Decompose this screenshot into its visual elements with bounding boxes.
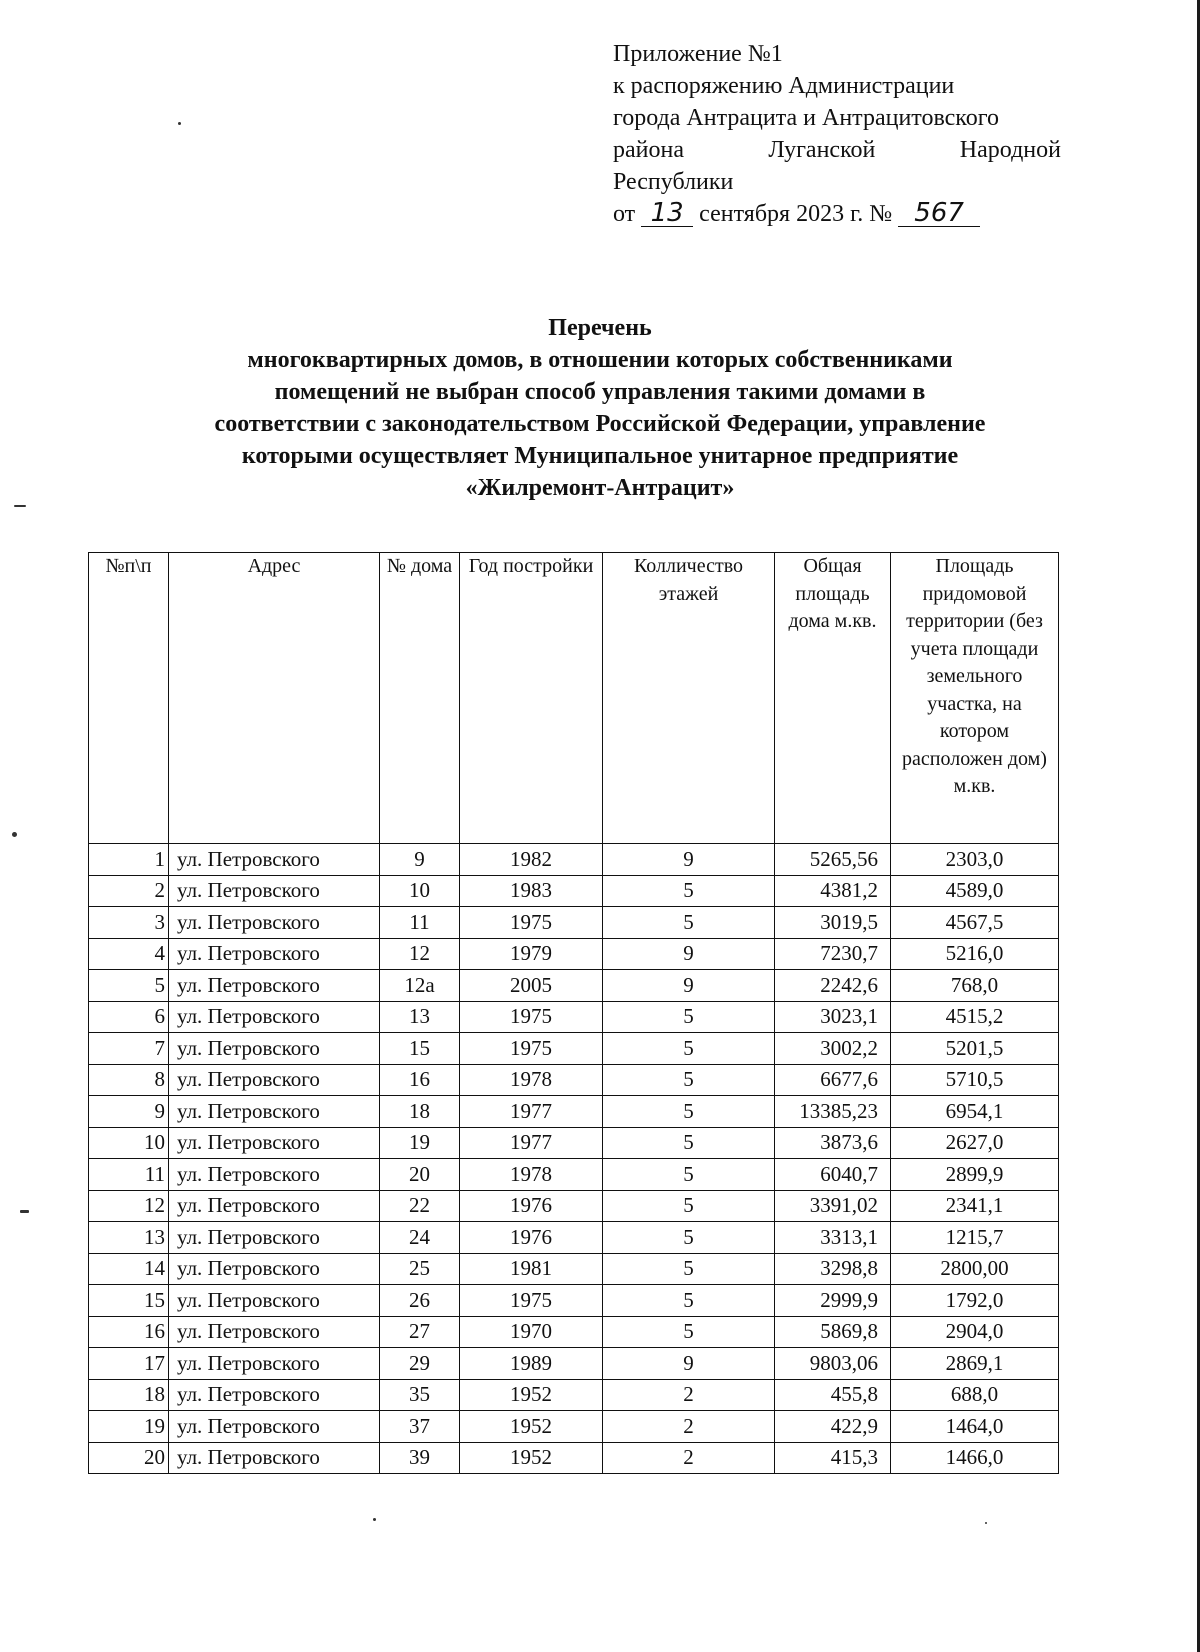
row-adjacent-area: 5201,5 [891,1033,1059,1065]
row-address: ул. Петровского [169,875,380,907]
row-index: 11 [89,1159,169,1191]
row-address: ул. Петровского [169,970,380,1002]
scan-speck [12,832,17,837]
title-line-3: соответствии с законодательством Российской Федерации, управление [214,411,986,437]
row-adjacent-area: 5216,0 [891,938,1059,970]
row-address: ул. Петровского [169,907,380,939]
row-index: 8 [89,1064,169,1096]
row-address: ул. Петровского [169,1222,380,1254]
row-address: ул. Петровского [169,1285,380,1317]
row-index: 9 [89,1096,169,1128]
row-build-year: 2005 [460,970,603,1002]
annex-line-4-part-3: Народной [959,137,1061,163]
row-total-area: 3313,1 [775,1222,891,1254]
document-title [120,312,1080,504]
row-index: 13 [89,1222,169,1254]
handwritten-date-day: 13 [641,200,693,227]
row-adjacent-area: 1464,0 [891,1411,1059,1443]
row-index: 7 [89,1033,169,1065]
row-adjacent-area: 2303,0 [891,844,1059,876]
row-index: 17 [89,1348,169,1380]
row-build-year: 1989 [460,1348,603,1380]
table-row [89,1190,1059,1222]
row-total-area: 3298,8 [775,1253,891,1285]
row-index: 15 [89,1285,169,1317]
table-row [89,1159,1059,1191]
row-index: 2 [89,875,169,907]
annex-line-5: Республики [613,169,734,195]
row-build-year: 1975 [460,1285,603,1317]
row-total-area: 6677,6 [775,1064,891,1096]
row-floors: 5 [603,875,775,907]
row-build-year: 1952 [460,1411,603,1443]
row-index: 6 [89,1001,169,1033]
row-address: ул. Петровского [169,1316,380,1348]
row-address: ул. Петровского [169,1033,380,1065]
table-row [89,1442,1059,1474]
row-floors: 5 [603,1253,775,1285]
scan-speck [20,1210,29,1213]
row-total-area: 7230,7 [775,938,891,970]
row-index: 18 [89,1379,169,1411]
row-floors: 5 [603,1033,775,1065]
row-house-number: 16 [380,1064,460,1096]
row-build-year: 1977 [460,1127,603,1159]
row-adjacent-area: 4589,0 [891,875,1059,907]
table-row [89,1316,1059,1348]
header-floors: Колличество этажей [603,553,775,844]
title-line-5: «Жилремонт-Антрацит» [465,475,735,501]
row-adjacent-area: 4515,2 [891,1001,1059,1033]
row-total-area: 2242,6 [775,970,891,1002]
annex-date-line [613,198,1061,230]
row-house-number: 20 [380,1159,460,1191]
row-total-area: 3002,2 [775,1033,891,1065]
row-total-area: 5869,8 [775,1316,891,1348]
scan-speck [373,1518,376,1521]
header-build-year: Год постройки [460,553,603,844]
table-row [89,1064,1059,1096]
table-row [89,970,1059,1002]
row-total-area: 13385,23 [775,1096,891,1128]
table-row [89,875,1059,907]
row-build-year: 1970 [460,1316,603,1348]
row-house-number: 19 [380,1127,460,1159]
date-prefix: от [613,201,636,227]
row-total-area: 3019,5 [775,907,891,939]
row-index: 1 [89,844,169,876]
title-line-4: которыми осуществляет Муниципальное унитарное предприятие [241,443,959,469]
row-build-year: 1982 [460,844,603,876]
table-row [89,1411,1059,1443]
table-row [89,1001,1059,1033]
row-floors: 5 [603,1190,775,1222]
row-index: 20 [89,1442,169,1474]
header-address: Адрес [169,553,380,844]
row-house-number: 9 [380,844,460,876]
row-adjacent-area: 6954,1 [891,1096,1059,1128]
row-index: 16 [89,1316,169,1348]
row-adjacent-area: 5710,5 [891,1064,1059,1096]
table-row [89,1222,1059,1254]
row-address: ул. Петровского [169,844,380,876]
row-house-number: 22 [380,1190,460,1222]
row-address: ул. Петровского [169,1253,380,1285]
houses-table [88,552,1059,1474]
row-total-area: 3023,1 [775,1001,891,1033]
row-address: ул. Петровского [169,938,380,970]
row-adjacent-area: 4567,5 [891,907,1059,939]
row-address: ул. Петровского [169,1159,380,1191]
row-build-year: 1978 [460,1159,603,1191]
row-adjacent-area: 768,0 [891,970,1059,1002]
row-adjacent-area: 2904,0 [891,1316,1059,1348]
row-floors: 9 [603,1348,775,1380]
row-house-number: 12 [380,938,460,970]
row-house-number: 15 [380,1033,460,1065]
scan-speck [14,505,26,507]
row-adjacent-area: 1215,7 [891,1222,1059,1254]
row-house-number: 27 [380,1316,460,1348]
header-total-area: Общая площадь дома м.кв. [775,553,891,844]
row-floors: 9 [603,844,775,876]
row-total-area: 4381,2 [775,875,891,907]
row-floors: 2 [603,1411,775,1443]
table-row [89,1127,1059,1159]
row-build-year: 1952 [460,1379,603,1411]
title-line-1: многоквартирных домов, в отношении которых собственниками [247,347,953,373]
row-house-number: 12а [380,970,460,1002]
title-heading: Перечень [548,315,652,341]
row-house-number: 24 [380,1222,460,1254]
row-adjacent-area: 688,0 [891,1379,1059,1411]
table-row [89,1033,1059,1065]
row-build-year: 1976 [460,1190,603,1222]
row-house-number: 18 [380,1096,460,1128]
row-floors: 5 [603,1127,775,1159]
row-build-year: 1978 [460,1064,603,1096]
row-address: ул. Петровского [169,1064,380,1096]
row-address: ул. Петровского [169,1190,380,1222]
row-floors: 9 [603,970,775,1002]
row-build-year: 1979 [460,938,603,970]
handwritten-document-number: 567 [898,200,980,227]
date-rest: сентября 2023 г. № [699,201,893,227]
row-house-number: 37 [380,1411,460,1443]
row-build-year: 1983 [460,875,603,907]
row-total-area: 455,8 [775,1379,891,1411]
row-floors: 5 [603,1064,775,1096]
annex-line-1: Приложение №1 [613,41,783,67]
row-adjacent-area: 1792,0 [891,1285,1059,1317]
row-house-number: 13 [380,1001,460,1033]
table-header-row [89,553,1059,844]
row-index: 19 [89,1411,169,1443]
row-adjacent-area: 2341,1 [891,1190,1059,1222]
row-house-number: 26 [380,1285,460,1317]
row-build-year: 1975 [460,1001,603,1033]
table-body [89,844,1059,1474]
row-adjacent-area: 2627,0 [891,1127,1059,1159]
row-build-year: 1981 [460,1253,603,1285]
row-floors: 5 [603,1096,775,1128]
row-floors: 9 [603,938,775,970]
table-row [89,1285,1059,1317]
header-adjacent-area: Площадь придомовой территории (без учета площади земельного участка, на котором расположен дом) м.кв. [891,553,1059,844]
row-build-year: 1975 [460,907,603,939]
header-index: №п\п [89,553,169,844]
row-total-area: 3391,02 [775,1190,891,1222]
row-total-area: 415,3 [775,1442,891,1474]
row-house-number: 39 [380,1442,460,1474]
annex-line-4-part-1: района [613,137,684,163]
row-house-number: 11 [380,907,460,939]
table-row [89,938,1059,970]
row-address: ул. Петровского [169,1001,380,1033]
row-adjacent-area: 2800,00 [891,1253,1059,1285]
table-row [89,907,1059,939]
row-floors: 5 [603,1001,775,1033]
row-address: ул. Петровского [169,1348,380,1380]
row-address: ул. Петровского [169,1379,380,1411]
row-index: 3 [89,907,169,939]
annex-line-4 [613,134,1061,166]
table-row [89,1379,1059,1411]
row-house-number: 10 [380,875,460,907]
row-adjacent-area: 1466,0 [891,1442,1059,1474]
row-index: 5 [89,970,169,1002]
scan-speck [985,1522,987,1524]
row-floors: 5 [603,1159,775,1191]
row-floors: 5 [603,1316,775,1348]
row-floors: 2 [603,1379,775,1411]
row-address: ул. Петровского [169,1096,380,1128]
row-floors: 2 [603,1442,775,1474]
table-row [89,1096,1059,1128]
annex-line-4-part-2: Луганской [768,137,876,163]
row-floors: 5 [603,907,775,939]
row-total-area: 2999,9 [775,1285,891,1317]
row-address: ул. Петровского [169,1442,380,1474]
table-row [89,844,1059,876]
annex-header [613,38,1061,230]
row-total-area: 9803,06 [775,1348,891,1380]
row-address: ул. Петровского [169,1127,380,1159]
row-build-year: 1952 [460,1442,603,1474]
scan-speck [178,122,181,125]
header-house-number: № дома [380,553,460,844]
annex-line-3: города Антрацита и Антрацитовского [613,105,999,131]
row-index: 14 [89,1253,169,1285]
row-index: 12 [89,1190,169,1222]
row-index: 4 [89,938,169,970]
row-address: ул. Петровского [169,1411,380,1443]
row-total-area: 6040,7 [775,1159,891,1191]
row-floors: 5 [603,1222,775,1254]
row-total-area: 422,9 [775,1411,891,1443]
row-total-area: 5265,56 [775,844,891,876]
row-build-year: 1976 [460,1222,603,1254]
row-house-number: 35 [380,1379,460,1411]
annex-line-2: к распоряжению Администрации [613,73,955,99]
row-house-number: 29 [380,1348,460,1380]
title-line-2: помещений не выбран способ управления такими домами в [274,379,926,405]
row-floors: 5 [603,1285,775,1317]
table-row [89,1348,1059,1380]
row-build-year: 1975 [460,1033,603,1065]
row-total-area: 3873,6 [775,1127,891,1159]
row-index: 10 [89,1127,169,1159]
row-house-number: 25 [380,1253,460,1285]
row-build-year: 1977 [460,1096,603,1128]
row-adjacent-area: 2869,1 [891,1348,1059,1380]
table-row [89,1253,1059,1285]
row-adjacent-area: 2899,9 [891,1159,1059,1191]
